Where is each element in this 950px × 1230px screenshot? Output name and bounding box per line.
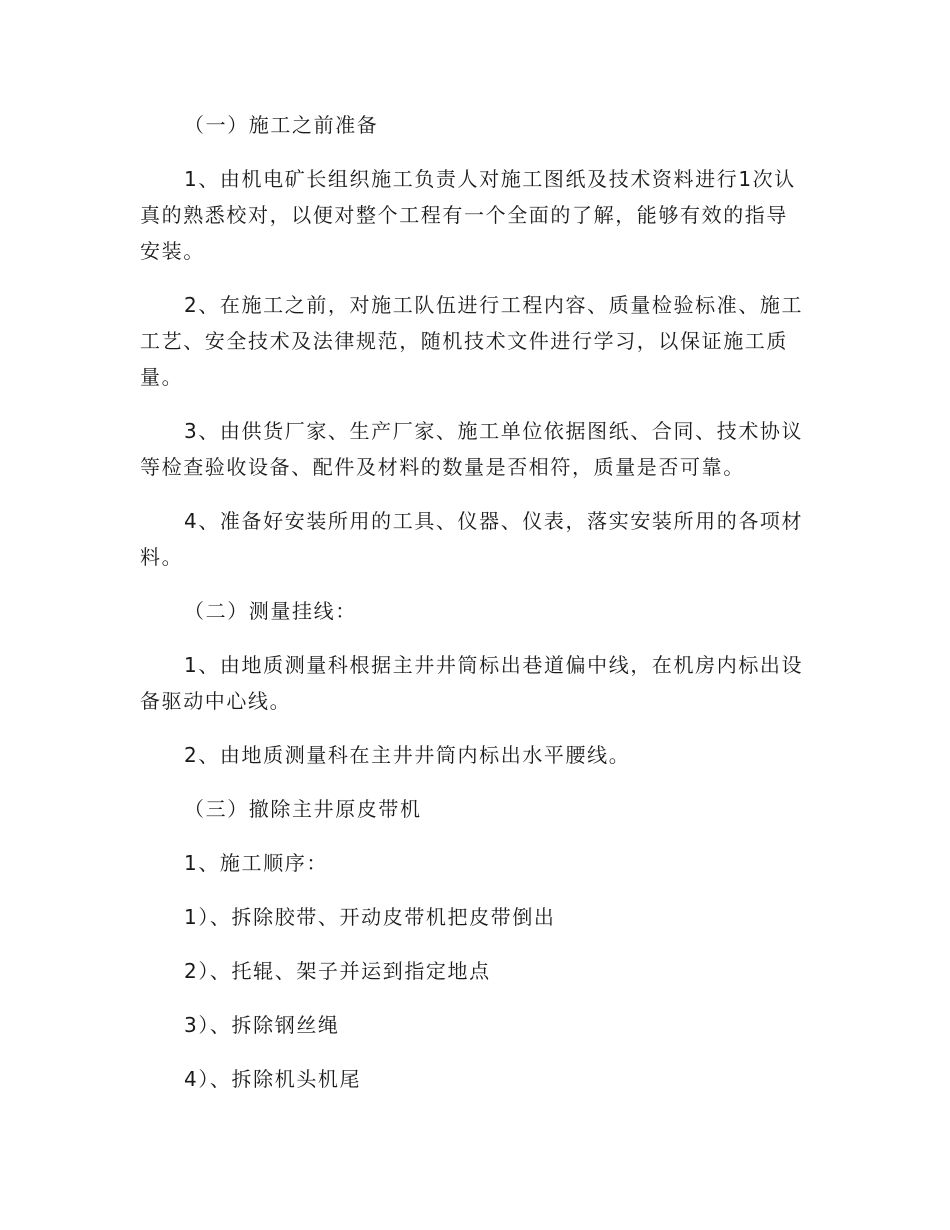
section-heading-survey: （二）测量挂线： (184, 599, 357, 623)
paragraph-removal-order: 1、施工顺序： (184, 851, 328, 875)
paragraph-preparation-2: 2、在施工之前，对施工队伍进行工程内容、质量检验标准、施工工艺、安全技术及法律规范，随机技术文件进行学习，以保证施工质量。 (140, 293, 804, 389)
list-item-step-1: 1）、拆除胶带、开动皮带机把皮带倒出 (184, 905, 556, 929)
list-item-step-4: 4）、拆除机头机尾 (184, 1067, 362, 1091)
paragraph-survey-2: 2、由地质测量科在主井井筒内标出水平腰线。 (184, 743, 631, 767)
section-heading-preparation: （一）施工之前准备 (184, 113, 379, 137)
paragraph-preparation-1: 1、由机电矿长组织施工负责人对施工图纸及技术资料进行1次认真的熟悉校对，以便对整个工程有一个全面的了解，能够有效的指导安装。 (140, 167, 796, 263)
paragraph-survey-1: 1、由地质测量科根据主井井筒标出巷道偏中线，在机房内标出设备驱动中心线。 (140, 653, 804, 713)
paragraph-preparation-4: 4、准备好安装所用的工具、仪器、仪表，落实安装所用的各项材料。 (140, 509, 804, 569)
paragraph-preparation-3: 3、由供货厂家、生产厂家、施工单位依据图纸、合同、技术协议等检查验收设备、配件及材料的数量是否相符，质量是否可靠。 (140, 419, 804, 479)
list-item-step-2: 2）、托辊、架子并运到指定地点 (184, 959, 491, 983)
list-item-step-3: 3）、拆除钢丝绳 (184, 1013, 340, 1037)
section-heading-removal: （三）撤除主井原皮带机 (184, 797, 422, 821)
document-body (140, 107, 806, 1115)
